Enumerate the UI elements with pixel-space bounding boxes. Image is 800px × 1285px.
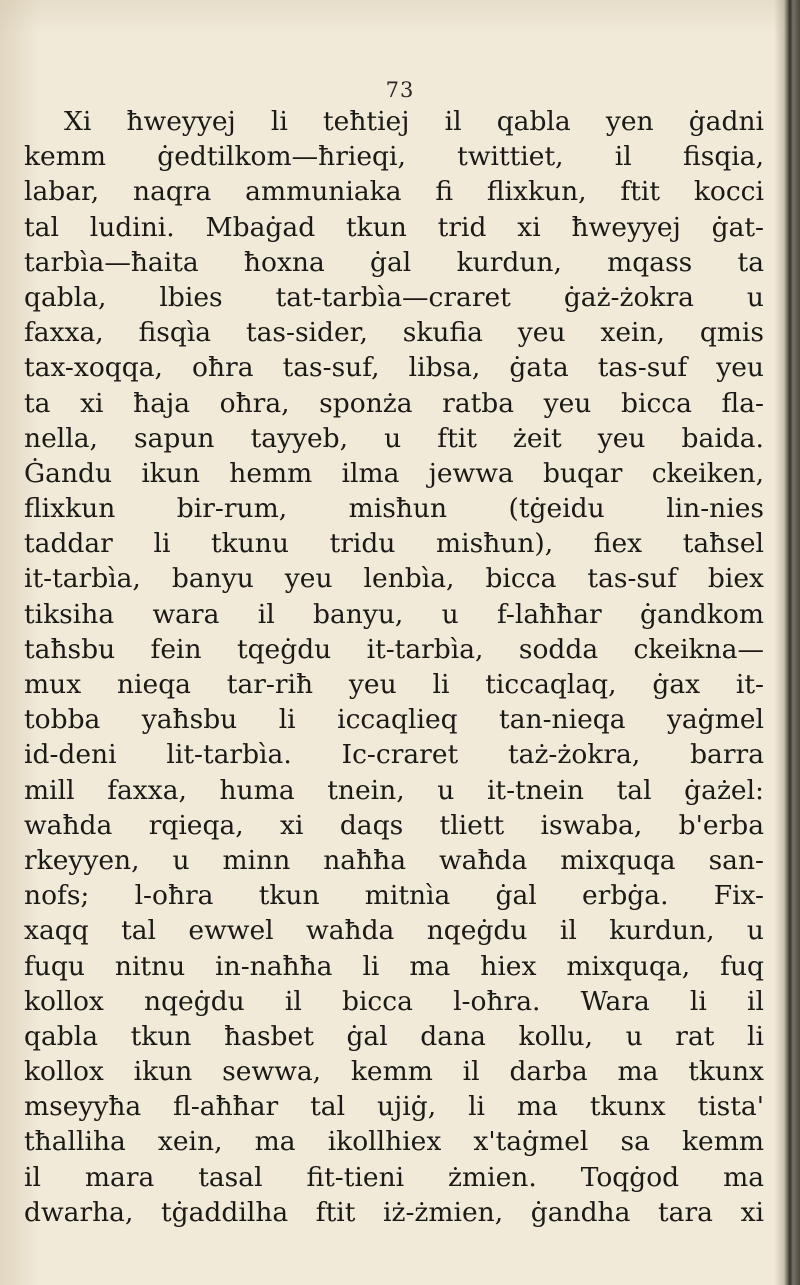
text-line: id-deni lit-tarbìa. Ic-craret taż-żokra, barra [24, 739, 764, 771]
text-line: kemm ġedtilkom—ħrieqi, twittiet, il fisqia, [24, 141, 764, 173]
text-line: mux nieqa tar-riħ yeu li ticcaqlaq, ġax it- [24, 669, 764, 700]
text-line: tax-xoqqa, oħra tas-suf, libsa, ġata tas-suf yeu [24, 352, 764, 384]
text-line: it-tarbìa, banyu yeu lenbìa, bicca tas-suf biex [24, 563, 764, 595]
text-line: tal ludini. Mbaġad tkun trid xi ħweyyej ġat- [24, 211, 764, 243]
text-line: waħda rqieqa, xi daqs tliett iswaba, b'erba [24, 809, 764, 841]
text-line: il mara tasal fit-tieni żmien. Toqġod ma [24, 1161, 764, 1193]
text-line: flixkun bir-rum, misħun (tġeidu lin-nies [24, 493, 764, 525]
text-line: Xi ħweyyej li teħtiej il qabla yen ġadni [64, 106, 764, 137]
text-line: tħalliha xein, ma ikollhiex x'taġmel sa kemm [24, 1126, 764, 1158]
text-line: Ġandu ikun hemm ilma jewwa buqar ckeiken, [24, 457, 764, 489]
text-line: nella, sapun tayyeb, u ftit żeit yeu baida. [24, 422, 764, 454]
text-line: xaqq tal ewwel waħda nqeġdu il kurdun, u [24, 915, 764, 947]
text-line: rkeyyen, u minn naħħa waħda mixquqa san- [24, 844, 764, 876]
text-line: qabla, lbies tat-tarbìa—craret ġaż-żokra u [24, 281, 764, 313]
text-line: labar, naqra ammuniaka fi flixkun, ftit kocci [24, 176, 764, 208]
text-line: faxxa, fisqìa tas-sider, skufia yeu xein, qmis [24, 317, 764, 349]
text-line: fuqu nitnu in-naħħa li ma hiex mixquqa, fuq [24, 950, 764, 982]
text-line: kollox nqeġdu il bicca l-oħra. Wara li il [24, 985, 764, 1017]
page-edge-shadow [774, 0, 800, 1285]
text-line: mseyyħa fl-aħħar tal ujiġ, li ma tkunx tista' [24, 1091, 764, 1123]
text-line: nofs; l-oħra tkun mitnìa ġal erbġa. Fix- [24, 880, 764, 912]
text-line: tarbìa—ħaita ħoxna ġal kurdun, mqass ta [24, 246, 764, 278]
body-text [24, 104, 764, 1230]
text-line: qabla tkun ħasbet ġal dana kollu, u rat li [24, 1020, 764, 1052]
text-line: taddar li tkunu tridu misħun), fiex taħsel [24, 528, 764, 560]
text-line: kollox ikun sewwa, kemm il darba ma tkunx [24, 1056, 764, 1088]
text-line: ta xi ħaja oħra, sponża ratba yeu bicca fla- [24, 387, 764, 419]
text-line: dwarha, tġaddilha ftit iż-żmien, ġandha tara xi [24, 1196, 764, 1228]
text-line: tiksiha wara il banyu, u f-laħħar ġandkom [24, 598, 764, 630]
text-line: taħsbu fein tqeġdu it-tarbìa, sodda ckeikna— [24, 633, 764, 665]
text-line: tobba yaħsbu li iccaqlieq tan-nieqa yaġmel [24, 704, 764, 736]
text-line: mill faxxa, huma tnein, u it-tnein tal ġażel: [24, 774, 764, 806]
page-number: 73 [385, 78, 415, 102]
